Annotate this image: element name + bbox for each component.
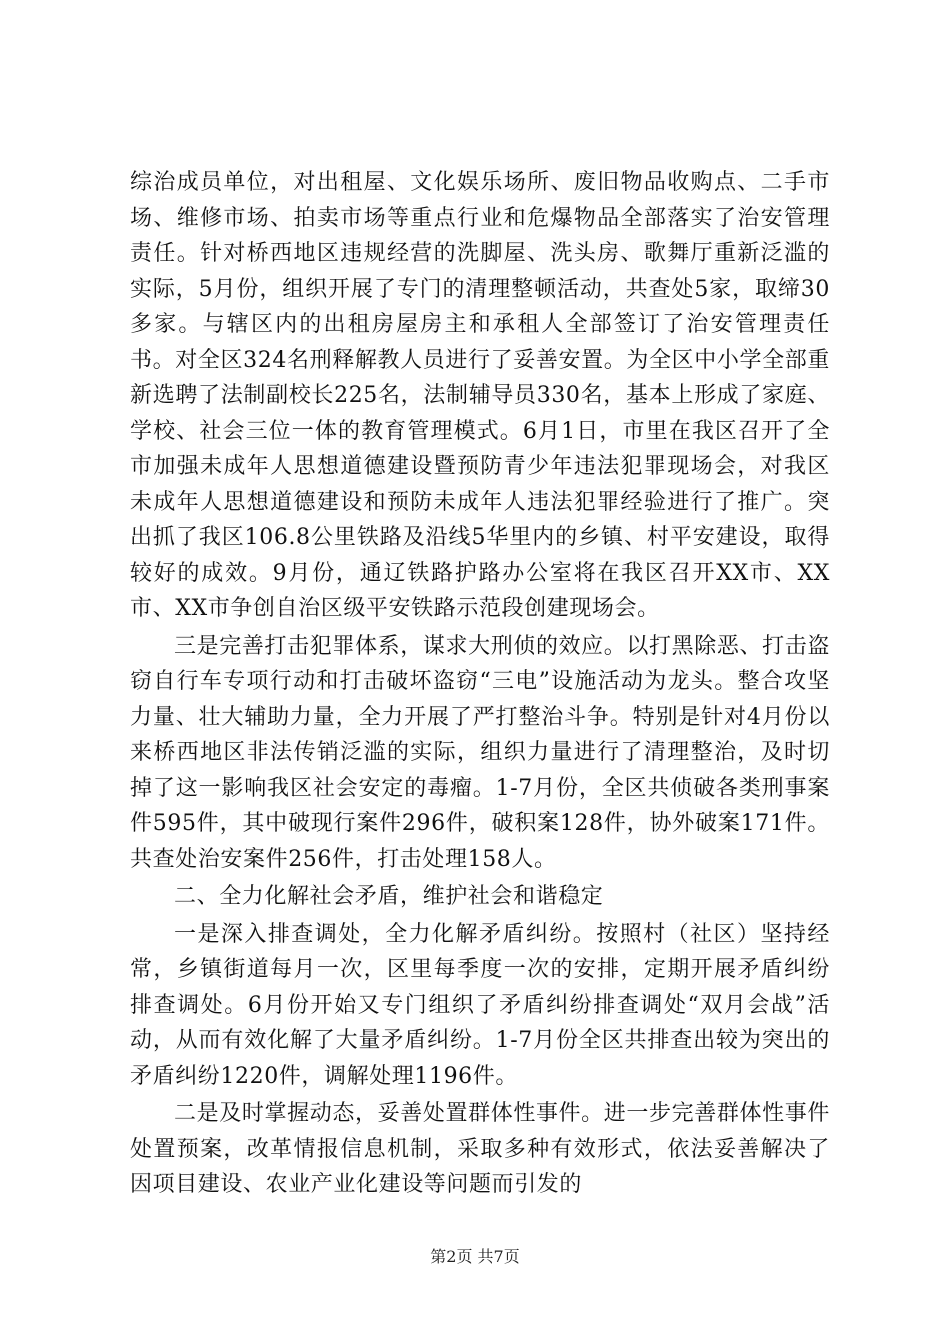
paragraph-3: 一是深入排查调处，全力化解矛盾纠纷。按照村（社区）坚持经常，乡镇街道每月一次，区里每季度一次的安排，定期开展矛盾纠纷排查调处。6月份开始又专门组织了矛盾纠纷排查调处“双月会战”活动，从而有效化解了大量矛盾纠纷。1-7月份全区共排查出较为突出的矛盾纠纷1220件，调解处理1196件。	[130, 921, 830, 1089]
page-number-footer: 第2页 共7页	[430, 1247, 520, 1266]
section-heading: 二、全力化解社会矛盾，维护社会和谐稳定	[174, 884, 604, 909]
paragraph-4: 二是及时掌握动态，妥善处置群体性事件。进一步完善群体性事件处置预案，改革情报信息机制，采取多种有效形式，依法妥善解决了因项目建设、农业产业化建设等问题而引发的	[130, 1101, 830, 1197]
paragraph-2: 三是完善打击犯罪体系，谋求大刑侦的效应。以打黑除恶、打击盗窃自行车专项行动和打击破坏盗窃“三电”设施活动为龙头。整合攻坚力量、壮大辅助力量，全力开展了严打整治斗争。特别是针对4月份以来桥西地区非法传销泛滥的实际，组织力量进行了清理整治，及时切掉了这一影响我区社会安定的毒瘤。1-7月份，全区共侦破各类刑事案件595件，其中破现行案件296件，破积案128件，协外破案171件。共查处治安案件256件，打击处理158人。	[130, 633, 830, 872]
document-body	[130, 165, 830, 1203]
paragraph-1: 综治成员单位，对出租屋、文化娱乐场所、废旧物品收购点、二手市场、维修市场、拍卖市场等重点行业和危爆物品全部落实了治安管理责任。针对桥西地区违规经营的洗脚屋、洗头房、歌舞厅重新泛滥的实际，5月份，组织开展了专门的清理整顿活动，共查处5家，取缔30多家。与辖区内的出租房屋房主和承租人全部签订了治安管理责任书。对全区324名刑释解教人员进行了妥善安置。为全区中小学全部重新选聘了法制副校长225名，法制辅导员330名，基本上形成了家庭、学校、社会三位一体的教育管理模式。6月1日，市里在我区召开了全市加强未成年人思想道德建设暨预防青少年违法犯罪现场会，对我区未成年人思想道德建设和预防未成年人违法犯罪经验进行了推广。突出抓了我区106.8公里铁路及沿线5华里内的乡镇、村平安建设，取得较好的成效。9月份，通辽铁路护路办公室将在我区召开XX市、XX市、XX市争创自治区级平安铁路示范段创建现场会。	[130, 170, 830, 621]
